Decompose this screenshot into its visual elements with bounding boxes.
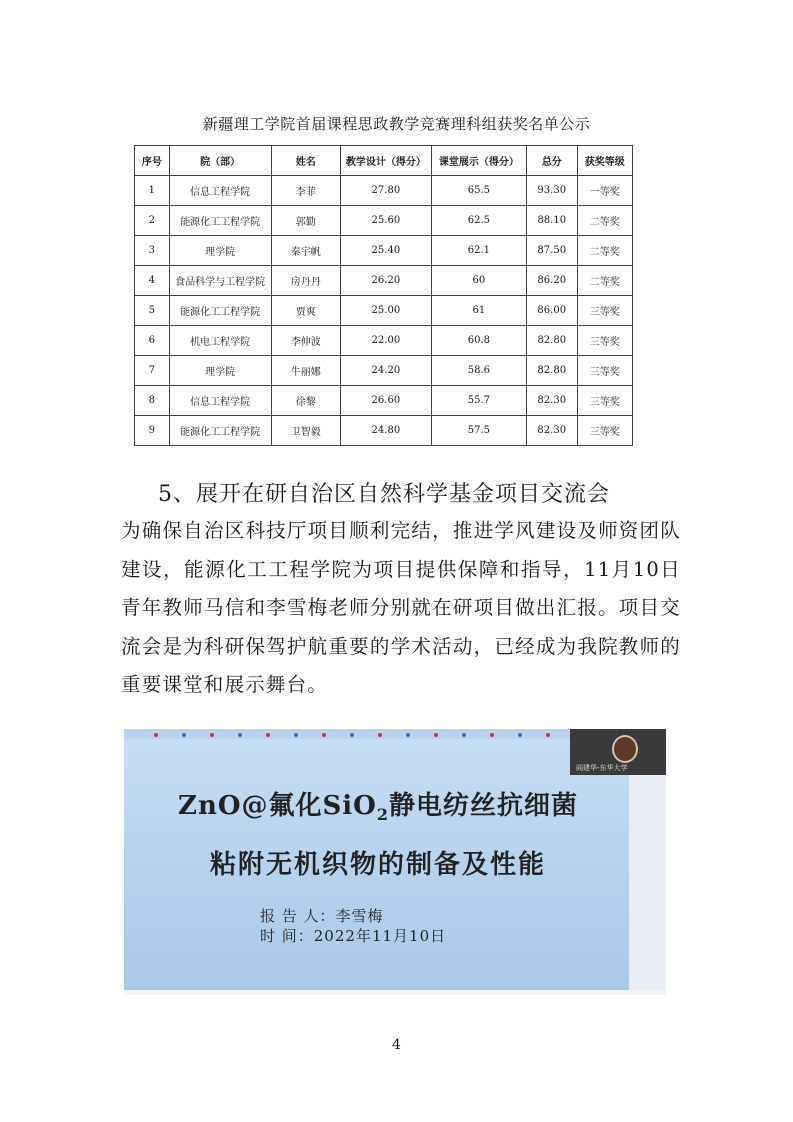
- cell: 机电工程学院: [169, 326, 271, 356]
- table-row: [135, 416, 633, 446]
- cell: 秦宇帆: [271, 236, 340, 266]
- table-row: [135, 296, 633, 326]
- col-header-total: 总分: [526, 146, 577, 176]
- cell: 93.30: [526, 176, 577, 206]
- cell: 25.40: [340, 236, 431, 266]
- cell: 三等奖: [577, 296, 632, 326]
- col-header-name: 姓名: [271, 146, 340, 176]
- cell: 1: [135, 176, 170, 206]
- cell: 62.1: [431, 236, 526, 266]
- cell: 87.50: [526, 236, 577, 266]
- col-header-index: 序号: [135, 146, 170, 176]
- section-paragraph: [121, 512, 681, 705]
- cell: 能源化工工程学院: [169, 416, 271, 446]
- cell: 三等奖: [577, 386, 632, 416]
- slide-date: 时 间：2022年11月10日: [260, 927, 447, 945]
- cell: 8: [135, 386, 170, 416]
- meeting-screenshot-photo: [124, 729, 666, 995]
- cell: 3: [135, 236, 170, 266]
- cell: 食品科学与工程学院: [169, 266, 271, 296]
- section-heading: 5、展开在研自治区自然科学基金项目交流会: [158, 482, 610, 507]
- cell: 61: [431, 296, 526, 326]
- cell: 理学院: [169, 356, 271, 386]
- table-row: [135, 176, 633, 206]
- video-caption: 阎建华-东华大学: [576, 764, 628, 772]
- slide-title-line2: 粘附无机织物的制备及性能: [209, 850, 546, 880]
- cell: 徐黎: [271, 386, 340, 416]
- cell: 二等奖: [577, 266, 632, 296]
- cell: 三等奖: [577, 416, 632, 446]
- cell: 能源化工工程学院: [169, 206, 271, 236]
- cell: 信息工程学院: [169, 386, 271, 416]
- cell: 卫智毅: [271, 416, 340, 446]
- slide-title-line1: [168, 785, 588, 824]
- cell: 62.5: [431, 206, 526, 236]
- cell: 26.60: [340, 386, 431, 416]
- table-header-row: [135, 146, 633, 176]
- slide-decoration-dots: [154, 733, 574, 741]
- col-header-college: 院（部）: [169, 146, 271, 176]
- paragraph-text: 为确保自治区科技厅项目顺利完结，推进学风建设及师资团队建设，能源化工工程学院为项目提供保障和指导，11月10日青年教师马信和李雪梅老师分别就在研项目做出汇报。项目交流会是为科研保驾护航重要的学术活动，已经成为我院教师的重要课堂和展示舞台。: [121, 519, 681, 696]
- cell: 三等奖: [577, 326, 632, 356]
- table-row: [135, 266, 633, 296]
- cell: 能源化工工程学院: [169, 296, 271, 326]
- col-header-display-score: 课堂展示（得分）: [431, 146, 526, 176]
- cell: 26.20: [340, 266, 431, 296]
- cell: 一等奖: [577, 176, 632, 206]
- cell: 82.80: [526, 356, 577, 386]
- cell: 李伸波: [271, 326, 340, 356]
- col-header-design-score: 教学设计（得分）: [340, 146, 431, 176]
- cell: 22.00: [340, 326, 431, 356]
- cell: 55.7: [431, 386, 526, 416]
- slide-title-part-b: 静电纺丝抗细菌: [388, 791, 578, 821]
- cell: 57.5: [431, 416, 526, 446]
- page-number: 4: [392, 1037, 401, 1053]
- cell: 24.20: [340, 356, 431, 386]
- cell: 60.8: [431, 326, 526, 356]
- cell: 24.80: [340, 416, 431, 446]
- cell: 9: [135, 416, 170, 446]
- cell: 88.10: [526, 206, 577, 236]
- cell: 二等奖: [577, 236, 632, 266]
- cell: 三等奖: [577, 356, 632, 386]
- award-table: [134, 145, 633, 446]
- table-title: 新疆理工学院首届课程思政教学竞赛理科组获奖名单公示: [202, 115, 591, 133]
- cell: 25.60: [340, 206, 431, 236]
- cell: 7: [135, 356, 170, 386]
- col-header-award: 获奖等级: [577, 146, 632, 176]
- cell: 82.80: [526, 326, 577, 356]
- participant-avatar-icon: [612, 735, 638, 763]
- cell: 25.00: [340, 296, 431, 326]
- cell: 60: [431, 266, 526, 296]
- slide-reporter: 报 告 人：李雪梅: [260, 907, 384, 925]
- cell: 贾爽: [271, 296, 340, 326]
- table-row: [135, 326, 633, 356]
- cell: 4: [135, 266, 170, 296]
- cell: 86.20: [526, 266, 577, 296]
- cell: 信息工程学院: [169, 176, 271, 206]
- table-row: [135, 206, 633, 236]
- cell: 5: [135, 296, 170, 326]
- slide-title-part-a: ZnO@氟化SiO: [178, 791, 377, 821]
- cell: 理学院: [169, 236, 271, 266]
- cell: 27.80: [340, 176, 431, 206]
- cell: 86.00: [526, 296, 577, 326]
- cell: 二等奖: [577, 206, 632, 236]
- video-thumbnail: [570, 729, 666, 775]
- table-row: [135, 356, 633, 386]
- table-row: [135, 236, 633, 266]
- cell: 65.5: [431, 176, 526, 206]
- photo-bottom-bar: [124, 990, 666, 995]
- cell: 郭勤: [271, 206, 340, 236]
- cell: 58.6: [431, 356, 526, 386]
- cell: 李菲: [271, 176, 340, 206]
- cell: 82.30: [526, 386, 577, 416]
- slide-title-subscript: 2: [376, 805, 389, 825]
- table-row: [135, 386, 633, 416]
- cell: 牛丽娜: [271, 356, 340, 386]
- cell: 6: [135, 326, 170, 356]
- cell: 82.30: [526, 416, 577, 446]
- cell: 房丹丹: [271, 266, 340, 296]
- cell: 2: [135, 206, 170, 236]
